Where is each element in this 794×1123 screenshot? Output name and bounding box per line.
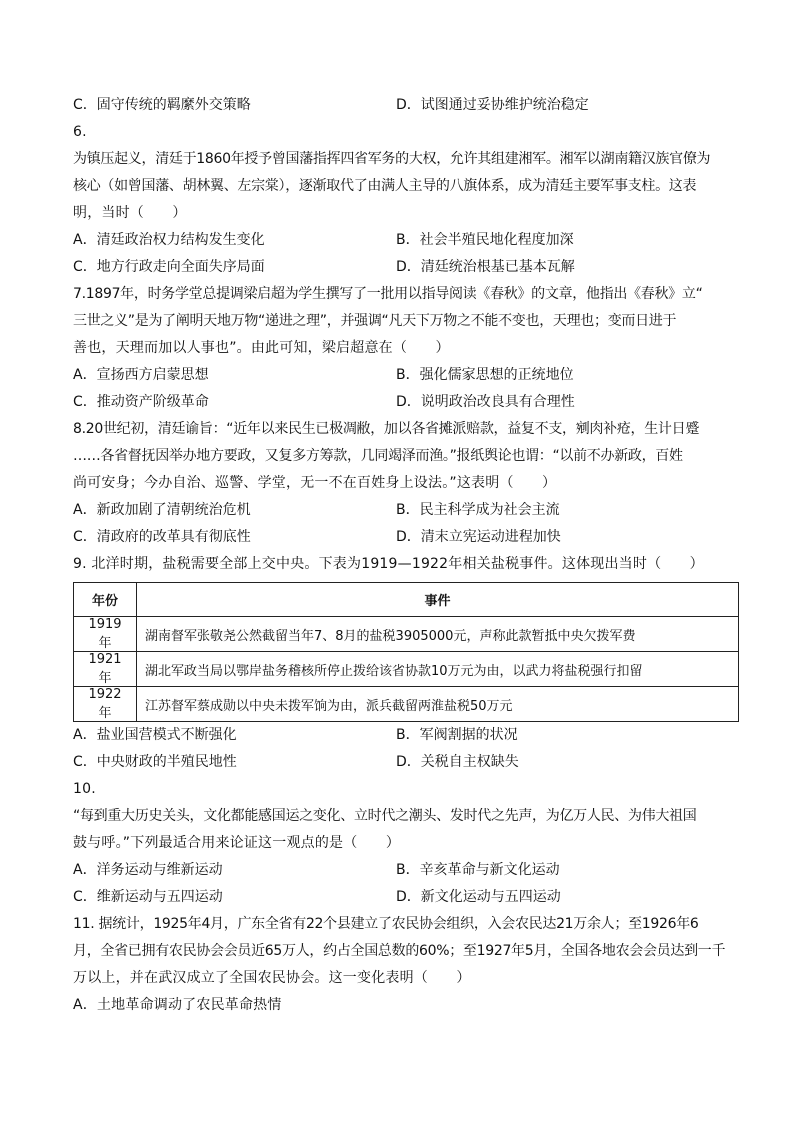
q11-stem-line-1: 11. 据统计，1925年4月，广东全省有22个县建立了农民协会组织，入会农民达21万余人；至1926年6 bbox=[73, 916, 699, 932]
q9-option-d: D．关税自主权缺失 bbox=[396, 754, 519, 770]
q11-stem-line-3: 万以上，并在武汉成立了全国农民协会。这一变化表明（ ） bbox=[73, 970, 471, 986]
table-header-row bbox=[74, 583, 739, 617]
row-year: 1922年 bbox=[74, 687, 137, 722]
q7-options-row-cd bbox=[73, 389, 741, 416]
q9-stem: 9. 北洋时期，盐税需要全部上交中央。下表为1919—1922年相关盐税事件。这体现出当时（ ） bbox=[73, 556, 704, 572]
q11-option-a: A．土地革命调动了农民革命热情 bbox=[73, 997, 282, 1013]
q7-stem-line-1: 7.1897年，时务学堂总提调梁启超为学生撰写了一批用以指导阅读《春秋》的文章，他指出《春秋》立“ bbox=[73, 286, 703, 302]
q10-options-row-ab bbox=[73, 857, 741, 884]
q8-stem-line-2: ……各省督抚因举办地方要政，又复多方筹款，几同竭泽而渔。”报纸舆论也谓：“以前不办新政，百姓 bbox=[73, 448, 683, 464]
q8-options-row-cd bbox=[73, 524, 741, 551]
q6-number: 6. bbox=[73, 124, 87, 140]
q7-option-c: C．推动资产阶级革命 bbox=[73, 394, 209, 410]
q6-options-row-cd bbox=[73, 254, 741, 281]
q8-options-row-ab bbox=[73, 497, 741, 524]
q9-option-c: C．中央财政的半殖民地性 bbox=[73, 754, 237, 770]
table-row bbox=[74, 687, 739, 722]
row-event: 湖北军政当局以鄂岸盐务稽核所停止拨给该省协款10万元为由，以武力将盐税强行扣留 bbox=[137, 652, 739, 687]
q6-option-b: B．社会半殖民地化程度加深 bbox=[396, 232, 574, 248]
q10-stem-line-1: “每到重大历史关头，文化都能感国运之变化、立时代之潮头、发时代之先声，为亿万人民、为伟大祖国 bbox=[73, 808, 697, 824]
header-year: 年份 bbox=[74, 583, 137, 617]
q9-options-row-cd bbox=[73, 749, 741, 776]
q10-number: 10. bbox=[73, 781, 96, 797]
q6-options-row-ab bbox=[73, 227, 741, 254]
q9-options-row-ab bbox=[73, 722, 741, 749]
q8-option-b: B．民主科学成为社会主流 bbox=[396, 502, 560, 518]
q8-option-d: D．清末立宪运动进程加快 bbox=[396, 529, 561, 545]
q8-option-c: C．清政府的改革具有彻底性 bbox=[73, 529, 251, 545]
q10-option-a: A．洋务运动与维新运动 bbox=[73, 862, 223, 878]
q7-option-a: A．宣扬西方启蒙思想 bbox=[73, 367, 209, 383]
table-row bbox=[74, 652, 739, 687]
q8-stem-line-3: 尚可安身；今办自治、巡警、学堂，无一不在百姓身上设法。”这表明（ ） bbox=[73, 475, 557, 491]
row-year: 1919年 bbox=[74, 617, 137, 652]
q7-option-b: B．强化儒家思想的正统地位 bbox=[396, 367, 574, 383]
q10-options-row-cd bbox=[73, 884, 741, 911]
q7-stem-line-3: 善也，天理而加以人事也”。由此可知，梁启超意在（ ） bbox=[73, 340, 450, 356]
q10-stem-line-2: 鼓与呼。”下列最适合用来论证这一观点的是（ ） bbox=[73, 835, 401, 851]
table-row bbox=[74, 617, 739, 652]
q6-option-d: D．清廷统治根基已基本瓦解 bbox=[396, 259, 575, 275]
exam-page bbox=[73, 92, 741, 1019]
q8-stem-line-1: 8.20世纪初，清廷谕旨：“近年以来民生已极凋敝，加以各省摊派赔款，益复不支，剜肉补疮，生计日蹙 bbox=[73, 421, 700, 437]
q6-stem-line-1: 为镇压起义，清廷于1860年授予曾国藩指挥四省军务的大权，允许其组建湘军。湘军以湖南籍汉族官僚为 bbox=[73, 151, 711, 167]
row-event: 江苏督军蔡成勋以中央未拨军饷为由，派兵截留两淮盐税50万元 bbox=[137, 687, 739, 722]
q9-salt-tax-table bbox=[73, 582, 739, 722]
q9-option-b: B．军阀割据的状况 bbox=[396, 727, 518, 743]
q6-option-a: A．清廷政治权力结构发生变化 bbox=[73, 232, 265, 248]
row-year: 1921年 bbox=[74, 652, 137, 687]
q6-option-c: C．地方行政走向全面失序局面 bbox=[73, 259, 265, 275]
header-event: 事件 bbox=[137, 583, 739, 617]
q5-option-c: C．固守传统的羁縻外交策略 bbox=[73, 97, 251, 113]
q11-stem-line-2: 月，全省已拥有农民协会会员近65万人，约占全国总数的60%；至1927年5月，全国各地农会会员达到一千 bbox=[73, 943, 726, 959]
q5-options-row-cd bbox=[73, 92, 741, 119]
q6-stem-line-3: 明，当时（ ） bbox=[73, 205, 187, 221]
q10-option-c: C．维新运动与五四运动 bbox=[73, 889, 223, 905]
q7-options-row-ab bbox=[73, 362, 741, 389]
row-event: 湖南督军张敬尧公然截留当年7、8月的盐税3905000元，声称此款暂抵中央欠拨军费 bbox=[137, 617, 739, 652]
q10-option-d: D．新文化运动与五四运动 bbox=[396, 889, 561, 905]
q9-option-a: A．盐业国营模式不断强化 bbox=[73, 727, 237, 743]
q6-stem-line-2: 核心（如曾国藩、胡林翼、左宗棠），逐渐取代了由满人主导的八旗体系，成为清廷主要军事支柱。这表 bbox=[73, 178, 697, 194]
q10-option-b: B．辛亥革命与新文化运动 bbox=[396, 862, 560, 878]
q5-option-d: D．试图通过妥协维护统治稳定 bbox=[396, 97, 589, 113]
q8-option-a: A．新政加剧了清朝统治危机 bbox=[73, 502, 251, 518]
q7-option-d: D．说明政治改良具有合理性 bbox=[396, 394, 575, 410]
q7-stem-line-2: 三世之义”是为了阐明天地万物“递进之理”，并强调“凡天下万物之不能不变也，天理也；变而日进于 bbox=[73, 313, 677, 329]
